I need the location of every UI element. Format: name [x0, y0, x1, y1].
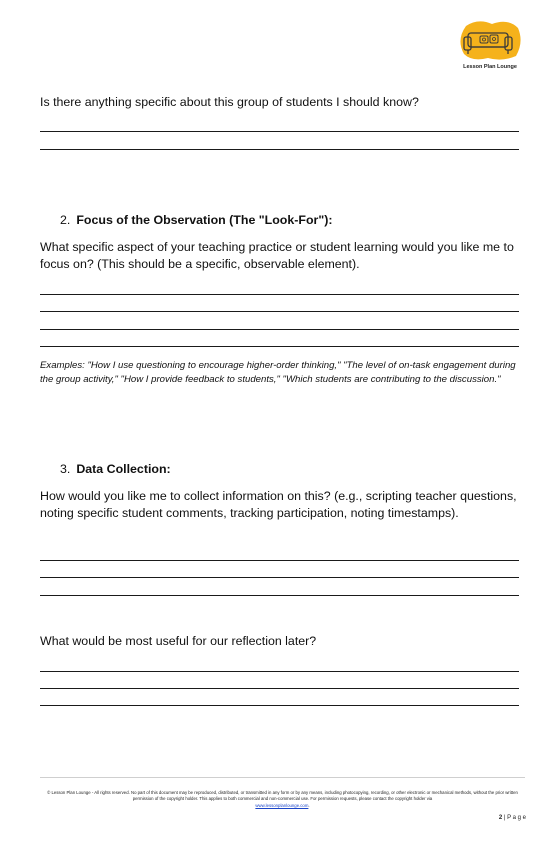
answer-line[interactable]: [40, 595, 519, 596]
section-heading-focus: [60, 213, 332, 227]
reflection-question: What would be most useful for our reflection later?: [40, 634, 317, 648]
copyright-text: © Lesson Plan Lounge - All rights reserved. No part of this document may be reproduced, distributed, or transmitted in any form or by any means, including photocopying, recording, or other electronic or mechanical methods, without the prior written permission of the copyright holder. This applies to both commercial and non-commercial use. For permission requests, please contact the copyright holder via: [47, 790, 518, 802]
website-link[interactable]: www.lessonplanlounge.com: [255, 802, 309, 808]
intro-question: Is there anything specific about this group of students I should know?: [40, 95, 419, 109]
footer-divider: [40, 777, 525, 778]
page-number: [470, 815, 526, 821]
section-number: 2.: [60, 213, 71, 227]
answer-line[interactable]: [40, 294, 519, 295]
answer-line[interactable]: [40, 577, 519, 578]
link-suffix: .: [308, 802, 310, 808]
page-label: P a g e: [507, 815, 526, 821]
section-heading-data-collection: [60, 462, 171, 476]
answer-line[interactable]: [40, 688, 519, 689]
answer-line[interactable]: [40, 131, 519, 132]
answer-line[interactable]: [40, 560, 519, 561]
answer-line[interactable]: [40, 149, 519, 150]
answer-line[interactable]: [40, 346, 519, 347]
answer-line[interactable]: [40, 671, 519, 672]
copyright-footer: [40, 790, 525, 809]
answer-line[interactable]: [40, 705, 519, 706]
sofa-icon: [458, 20, 522, 62]
section-title: Data Collection:: [76, 462, 171, 476]
focus-examples: Examples: "How I use questioning to encourage higher-order thinking," "The level of on-task engagement during the group activity," "How I provide feedback to students," "Which students are contributing to the discussion.": [40, 360, 516, 385]
logo: [454, 20, 526, 76]
section-number: 3.: [60, 462, 71, 476]
data-collection-question: How would you like me to collect information on this? (e.g., scripting teacher questions, noting specific student comments, tracking participation, noting timestamps).: [40, 489, 517, 520]
answer-line[interactable]: [40, 329, 519, 330]
page-separator: |: [502, 815, 508, 821]
section-title: Focus of the Observation (The "Look-For"):: [76, 213, 333, 227]
answer-line[interactable]: [40, 311, 519, 312]
logo-text: Lesson Plan Lounge: [463, 64, 517, 70]
focus-question: What specific aspect of your teaching practice or student learning would you like me to focus on? (This should be a specific, observable element).: [40, 240, 514, 271]
page-number-value: 2: [498, 815, 503, 821]
